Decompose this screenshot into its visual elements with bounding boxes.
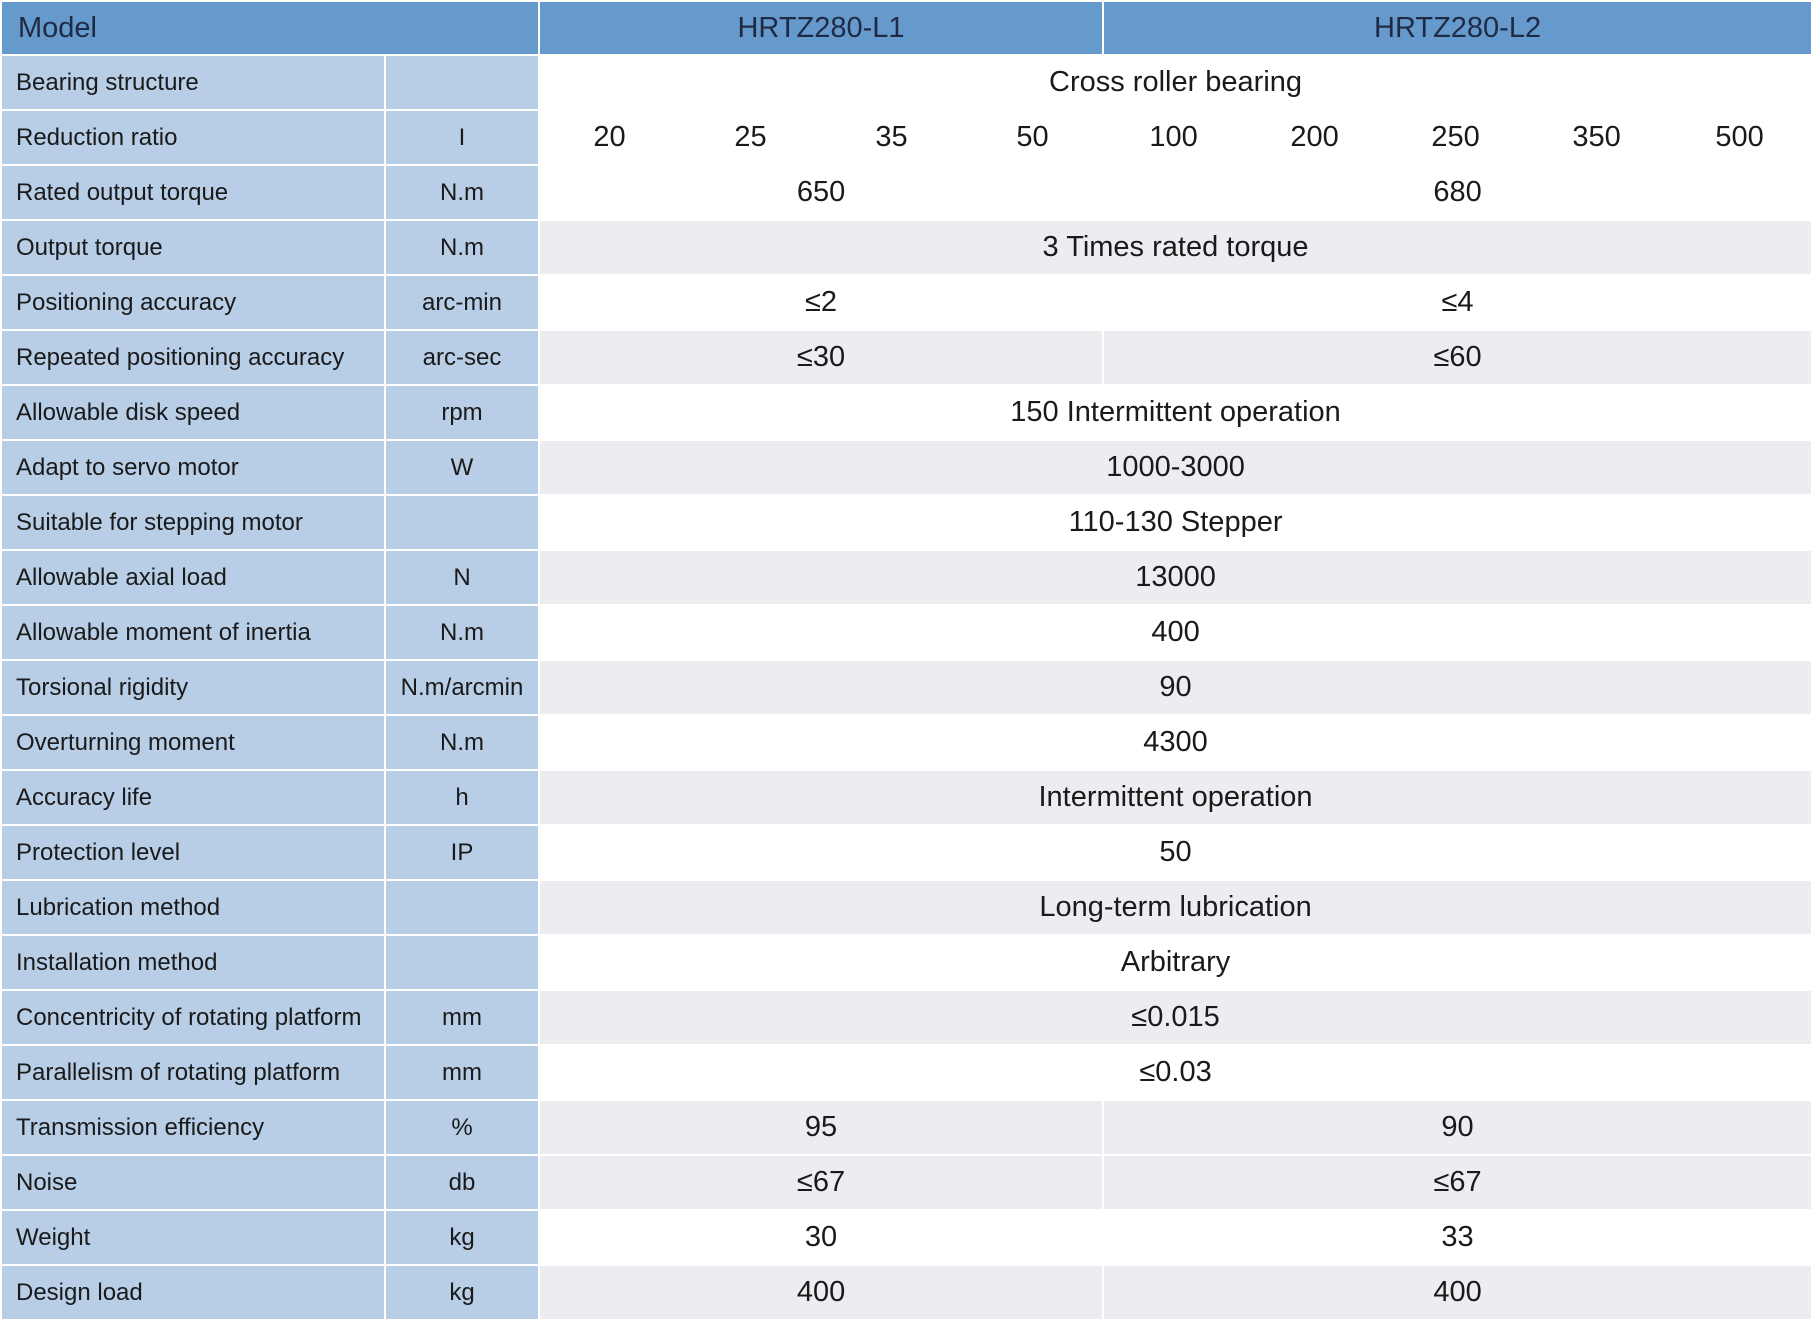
spec-value: 25: [680, 110, 821, 165]
spec-unit: N.m/arcmin: [385, 660, 539, 715]
spec-label: Overturning moment: [1, 715, 385, 770]
spec-value: 20: [539, 110, 680, 165]
spec-unit: mm: [385, 1045, 539, 1100]
model-header: Model: [1, 1, 539, 55]
spec-label: Weight: [1, 1210, 385, 1265]
variant-header-l1: HRTZ280-L1: [539, 1, 1103, 55]
spec-label: Allowable disk speed: [1, 385, 385, 440]
spec-unit: kg: [385, 1210, 539, 1265]
spec-label: Noise: [1, 1155, 385, 1210]
spec-value: 30: [539, 1210, 1103, 1265]
spec-row: [1, 220, 1811, 275]
spec-unit: W: [385, 440, 539, 495]
spec-unit: arc-min: [385, 275, 539, 330]
spec-value: 110-130 Stepper: [539, 495, 1811, 550]
spec-row: [1, 990, 1811, 1045]
spec-row: [1, 330, 1811, 385]
spec-unit: %: [385, 1100, 539, 1155]
spec-unit: db: [385, 1155, 539, 1210]
spec-row: [1, 275, 1811, 330]
spec-row: [1, 1155, 1811, 1210]
spec-value: ≤0.015: [539, 990, 1811, 1045]
spec-value: 400: [539, 1265, 1103, 1320]
spec-label: Positioning accuracy: [1, 275, 385, 330]
spec-label: Lubrication method: [1, 880, 385, 935]
spec-label: Protection level: [1, 825, 385, 880]
spec-value: 90: [1103, 1100, 1811, 1155]
spec-value: ≤67: [539, 1155, 1103, 1210]
spec-value: Long-term lubrication: [539, 880, 1811, 935]
spec-unit: N.m: [385, 165, 539, 220]
spec-label: Allowable axial load: [1, 550, 385, 605]
spec-label: Output torque: [1, 220, 385, 275]
spec-value: ≤60: [1103, 330, 1811, 385]
spec-unit: N.m: [385, 715, 539, 770]
spec-value: ≤67: [1103, 1155, 1811, 1210]
spec-unit: arc-sec: [385, 330, 539, 385]
spec-unit: IP: [385, 825, 539, 880]
spec-row: [1, 495, 1811, 550]
spec-row: [1, 550, 1811, 605]
spec-value: 95: [539, 1100, 1103, 1155]
spec-value: 3 Times rated torque: [539, 220, 1811, 275]
spec-unit: [385, 495, 539, 550]
spec-unit: [385, 935, 539, 990]
spec-row: [1, 770, 1811, 825]
spec-value: Intermittent operation: [539, 770, 1811, 825]
spec-row: [1, 110, 1811, 165]
spec-label: Suitable for stepping motor: [1, 495, 385, 550]
spec-value: ≤30: [539, 330, 1103, 385]
spec-value: 250: [1385, 110, 1526, 165]
spec-value: 400: [1103, 1265, 1811, 1320]
spec-row: [1, 660, 1811, 715]
spec-row: [1, 825, 1811, 880]
spec-value: 680: [1103, 165, 1811, 220]
spec-value: 400: [539, 605, 1811, 660]
spec-row: [1, 880, 1811, 935]
spec-row: [1, 715, 1811, 770]
spec-unit: h: [385, 770, 539, 825]
spec-row: [1, 605, 1811, 660]
spec-unit: kg: [385, 1265, 539, 1320]
header-row: [1, 1, 1811, 55]
spec-value: Cross roller bearing: [539, 55, 1811, 110]
spec-value: 100: [1103, 110, 1244, 165]
spec-label: Torsional rigidity: [1, 660, 385, 715]
spec-value: 50: [962, 110, 1103, 165]
spec-value: 350: [1526, 110, 1667, 165]
spec-value: 1000-3000: [539, 440, 1811, 495]
spec-label: Rated output torque: [1, 165, 385, 220]
spec-value: 4300: [539, 715, 1811, 770]
spec-value: 35: [821, 110, 962, 165]
spec-value: ≤4: [1103, 275, 1811, 330]
spec-row: [1, 165, 1811, 220]
spec-label: Allowable moment of inertia: [1, 605, 385, 660]
spec-value: 200: [1244, 110, 1385, 165]
spec-value: Arbitrary: [539, 935, 1811, 990]
spec-row: [1, 1265, 1811, 1320]
spec-row: [1, 1210, 1811, 1265]
spec-row: [1, 440, 1811, 495]
spec-value: 500: [1667, 110, 1811, 165]
spec-label: Reduction ratio: [1, 110, 385, 165]
spec-label: Transmission efficiency: [1, 1100, 385, 1155]
spec-value: 13000: [539, 550, 1811, 605]
spec-value: 90: [539, 660, 1811, 715]
spec-body: [1, 55, 1811, 1320]
spec-value: ≤0.03: [539, 1045, 1811, 1100]
spec-row: [1, 1100, 1811, 1155]
spec-unit: rpm: [385, 385, 539, 440]
variant-header-l2: HRTZ280-L2: [1103, 1, 1811, 55]
spec-row: [1, 1045, 1811, 1100]
spec-unit: [385, 55, 539, 110]
spec-label: Installation method: [1, 935, 385, 990]
spec-value: 33: [1103, 1210, 1811, 1265]
spec-value: 50: [539, 825, 1811, 880]
spec-unit: [385, 880, 539, 935]
spec-unit: N.m: [385, 220, 539, 275]
spec-unit: N.m: [385, 605, 539, 660]
spec-value: 650: [539, 165, 1103, 220]
spec-label: Accuracy life: [1, 770, 385, 825]
spec-label: Repeated positioning accuracy: [1, 330, 385, 385]
spec-label: Design load: [1, 1265, 385, 1320]
spec-row: [1, 385, 1811, 440]
spec-value: 150 Intermittent operation: [539, 385, 1811, 440]
spec-label: Bearing structure: [1, 55, 385, 110]
spec-label: Concentricity of rotating platform: [1, 990, 385, 1045]
spec-row: [1, 55, 1811, 110]
spec-unit: mm: [385, 990, 539, 1045]
spec-label: Parallelism of rotating platform: [1, 1045, 385, 1100]
spec-row: [1, 935, 1811, 990]
spec-label: Adapt to servo motor: [1, 440, 385, 495]
spec-unit: I: [385, 110, 539, 165]
spec-value: ≤2: [539, 275, 1103, 330]
spec-unit: N: [385, 550, 539, 605]
